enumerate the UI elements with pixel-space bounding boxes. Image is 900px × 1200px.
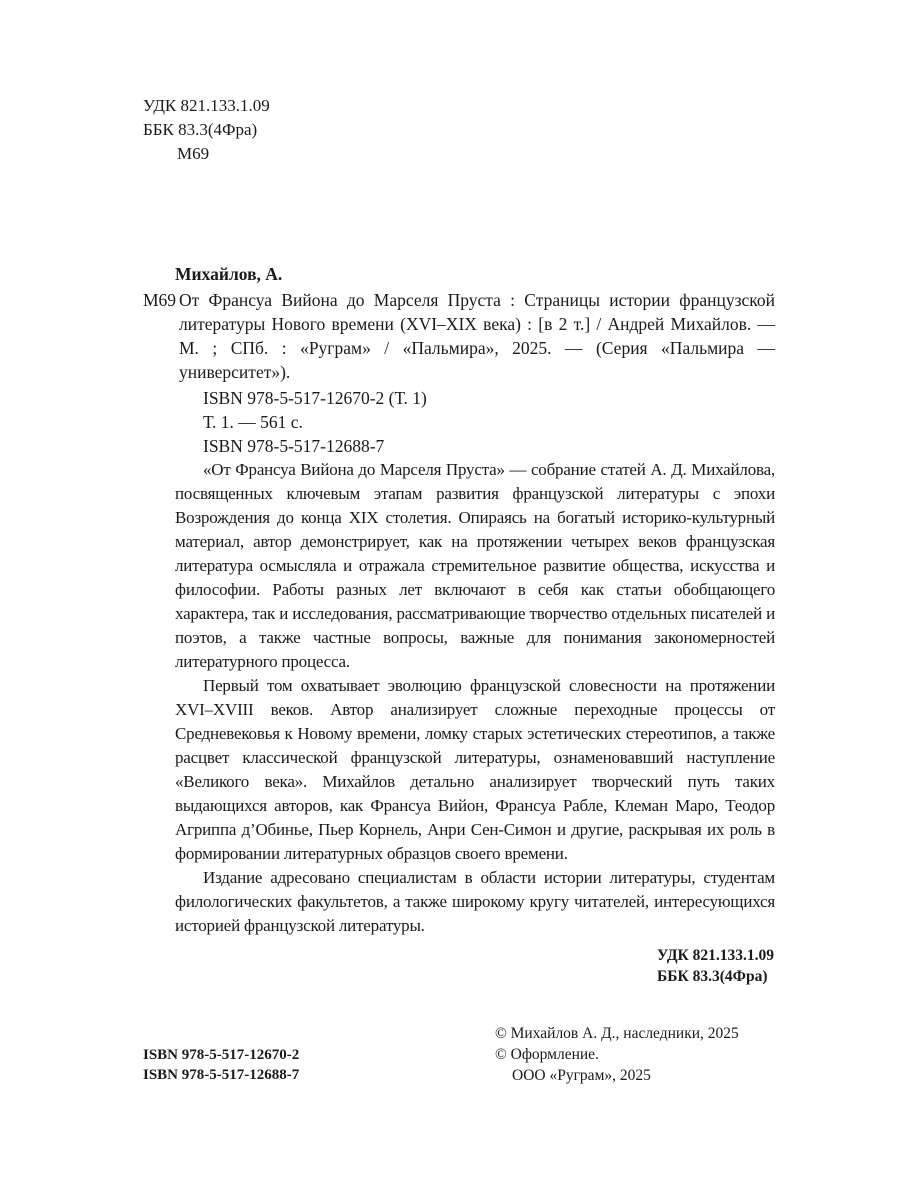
isbn-set: ISBN 978-5-517-12688-7 xyxy=(203,436,385,456)
isbn-footer xyxy=(143,1045,299,1085)
copyright-publisher: ООО «Руграм», 2025 xyxy=(512,1067,651,1084)
abstract-paragraph: Первый том охватывает эволюцию французской словесности на протяжении XVI–XVIII веков. Автор анализирует сложные переходные процессы от Средневековья к Новому времени, ломку старых эстетических стереотипов, а также расцвет классической французской литературы, ознаменовавший наступление «Великого века». Михайлов детально анализирует творческий путь таких выдающихся авторов, как Франсуа Вийон, Франсуа Рабле, Клеман Маро, Теодор Агриппа д’Обинье, Пьер Корнель, Анри Сен-Симон и другие, раскрывая их роль в формировании литературных образцов своего времени. xyxy=(175,676,775,863)
udk-code-bottom: УДК 821.133.1.09 xyxy=(657,947,774,964)
udk-code: УДК 821.133.1.09 xyxy=(143,96,270,115)
abstract-paragraph: Издание адресовано специалистам в области истории литературы, студентам филологических факультетов, а также широкому кругу читателей, интересующихся историей французской литературы. xyxy=(175,868,775,935)
classification-footer xyxy=(657,945,774,987)
isbn-volume-bottom: ISBN 978-5-517-12670-2 xyxy=(143,1047,300,1063)
isbn-set-bottom: ISBN 978-5-517-12688-7 xyxy=(143,1067,300,1083)
abstract xyxy=(175,458,775,938)
author-heading: Михайлов, А. xyxy=(175,264,283,284)
isbn-block xyxy=(203,386,427,458)
copyright-author: © Михайлов А. Д., наследники, 2025 xyxy=(495,1025,739,1042)
author-mark: М69 xyxy=(177,144,210,163)
bibliographic-entry xyxy=(143,288,775,384)
isbn-volume: ISBN 978-5-517-12670-2 (Т. 1) xyxy=(203,388,427,408)
abstract-paragraph: «От Франсуа Вийона до Марселя Пруста» — собрание статей А. Д. Михайлова, посвященных ключевым этапам развития французской литературы с эпохи Возрождения до конца XIX столетия. Опираясь на богатый историко-культурный материал, автор демонстрирует, как на протяжении четырех веков французская литература осмысляла и отражала стремительное развитие общества, искусства и философии. Работы разных лет включают в себя как статьи обобщающего характера, так и исследования, рассматривающие творчество отдельных писателей и поэтов, а также частные вопросы, важные для понимания закономерностей литературного процесса. xyxy=(175,460,775,671)
entry-author-mark: М69 xyxy=(143,290,177,310)
classification-header xyxy=(143,94,270,166)
copyright-block xyxy=(495,1023,739,1086)
volume-pages: Т. 1. — 561 с. xyxy=(203,412,303,432)
bbk-code: ББК 83.3(4Фра) xyxy=(143,120,258,139)
entry-description: От Франсуа Вийона до Марселя Пруста : Страницы истории французской литературы Нового времени (XVI–XIX века) : [в 2 т.] / Андрей Михайлов. — М. ; СПб. : «Руграм» / «Пальмира», 2025. — (Серия «Пальмира — университет»). xyxy=(179,290,775,382)
bbk-code-bottom: ББК 83.3(4Фра) xyxy=(657,968,768,985)
copyright-design: © Оформление. xyxy=(495,1046,599,1063)
